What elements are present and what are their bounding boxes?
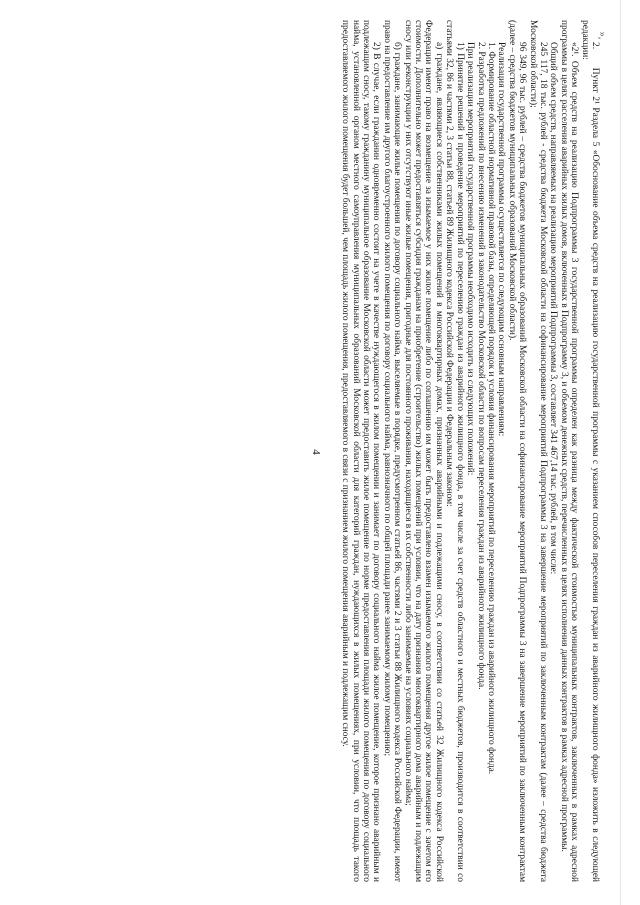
scan-edge-line	[620, 0, 621, 905]
paragraph-directions-intro: Реализация государственной программы осуществляется по следующим основным направлениям:	[496, 42, 507, 437]
page-number: 4	[310, 449, 322, 455]
paragraph-provisions-intro: При реализации мероприятий государственной программы необходимо исходить из следующих положений:	[465, 42, 476, 476]
paragraph-direction-1: 1. Формирование областной нормативной правовой базы, определяющей порядок и условия финансирования мероприятий по переселению граждан из аварийного жилищного фонда.	[485, 42, 496, 775]
paragraph-provision-2: 2) В случае, если гражданин одновременно состоит на учете в качестве нуждающегося в жилом помещении и занимает по договору социального найма жилое помещение, которое признано аварийным и подлежащим сносу, такому гражданину муниципальное образование Московской области может предоставить жилое помещение по норме предоставления площади жилого помещения по договору социального найма, установленной органом местного самоуправления муниципальных образований Московской области для категорий граждан, нуждающихся в жилых помещениях, при условии, что площадь такого предоставляемого жилого помещения будет большей, чем площадь жилого помещения, предоставляемого в связи с признанием жилого помещения аварийным и подлежащим сносу.	[340, 20, 382, 882]
corner-mark: »,	[596, 31, 608, 40]
paragraph-provision-1: 1) Принятие решений и проведение мероприятий по переселению граждан из аварийного жилищного фонда, в том числе за счет средств областного и местных бюджетов, производится в соответствии со статьями 32, 86 и частями 2, 3 статьи 88, статьей 89 Жилищного кодекса Российской Федерации и Федеральным законом:	[444, 20, 465, 882]
paragraph-item-2: 2. Пункт 2¹ Раздела 5 «Обоснование объема средств на реализацию государственной программы с указанием способов переселения граждан из аварийного жилищного фонда» изложить в следующей редакции:	[579, 20, 600, 882]
paragraph-funding-definition: «2¹. Объем средств на реализацию Подпрограммы 3 государственной программы определен как разница между фактической стоимостью муниципальных контрактов, заключенных в рамках адресной программы в целях расселения аварийных жилых домов, включенных в Подпрограмму 3, и объемом денежных средств, перечисленных в целях исполнения данных контрактов в рамках адресной программы.	[558, 20, 580, 882]
paragraph-direction-2: 2. Разработка предложений по внесению изменений в законодательство Московской области по вопросам переселения граждан из аварийного жилищного фонда.	[475, 42, 486, 690]
paragraph-municipal-budget: 96 349, 96 тыс. рублей – средства бюджетов муниципальных образований Московской области на софинансирование мероприятий Подпрограммы 3 на завершение мероприятий по заключенным контрактам (далее – средства бюджетов муниципальных образований Московской области).	[506, 20, 528, 882]
paragraph-provision-1a: а) граждане, являющиеся собственниками жилых помещений в многоквартирных домах, признанных аварийными и подлежащими сносу, в соответствии со статьей 32 Жилищного кодекса Российской Федерации имеют право на возмещение за изымаемое у них жилое помещение либо по соглашению им может быть предоставлено взамен изымаемого жилого помещения другое жилое помещение с зачетом его стоимости. Дополнительно может предоставляться субсидия гражданам на приобретение (строительство) жилых помещений при условии, что на дату признания многоквартирного дома аварийным и подлежащим сносу или реконструкции у них отсутствуют иные жилые помещения, пригодные для постоянного проживания, находящиеся в их собственности либо занимаемые на условиях социального найма;	[402, 20, 444, 882]
paragraph-regional-budget: 245 117, 18 тыс. рублей - средства бюджета Московской области на софинансирование мероприятий Подпрограммы 3 на завершение мероприятий по заключенным контрактам (далее – средства бюджета Московской области);	[527, 20, 548, 882]
document-body	[40, 20, 600, 882]
paragraph-provision-1b: б) граждане, занимающие жилые помещения по договору социального найма, выселяемые в порядке, предусмотренном статьей 86, частями 2 и 3 статьи 88 Жилищного кодекса Российской Федерации, имеют право на предоставление им другого благоустроенного жилого помещения по договору социального найма, равнозначного по общей площади ранее занимаемому жилому помещению;	[381, 20, 403, 882]
paragraph-total-funding: Общий объем средств, направляемых на реализацию мероприятий Подпрограммы 3, составляет 341 467,14 тыс. рублей, в том числе:	[548, 42, 559, 575]
